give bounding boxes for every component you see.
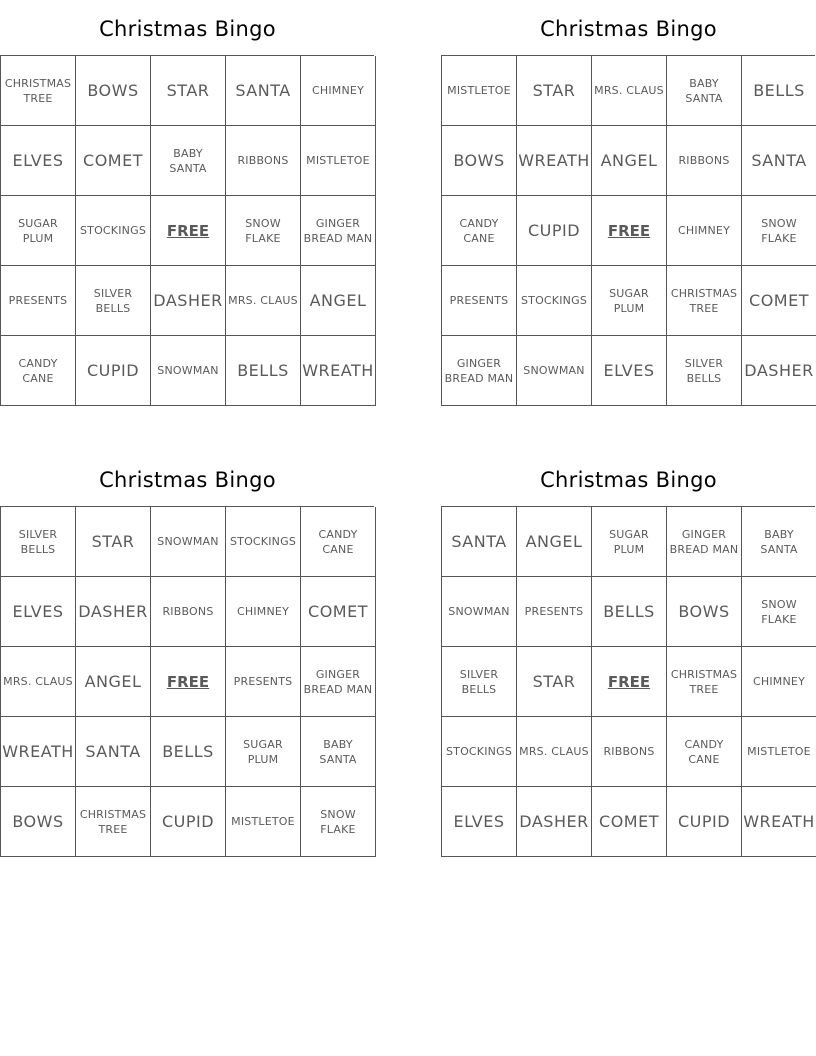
bingo-cell: ANGEL [76, 647, 151, 717]
bingo-cell: CHIMNEY [667, 196, 742, 266]
bingo-cell: CHRISTMAS TREE [76, 787, 151, 857]
bingo-cell: SUGAR PLUM [1, 196, 76, 266]
bingo-cell: ANGEL [592, 126, 667, 196]
bingo-cell: MRS. CLAUS [517, 717, 592, 787]
bingo-cell: PRESENTS [226, 647, 301, 717]
bingo-cell: WREATH [517, 126, 592, 196]
bingo-cell: SNOW FLAKE [742, 196, 816, 266]
bingo-cell: SUGAR PLUM [592, 266, 667, 336]
bingo-cell: BABY SANTA [301, 717, 376, 787]
bingo-cell: BOWS [442, 126, 517, 196]
bingo-cell: WREATH [742, 787, 816, 857]
bingo-cell: BELLS [226, 336, 301, 406]
bingo-cell: DASHER [76, 577, 151, 647]
bingo-cell: GINGER BREAD MAN [301, 647, 376, 717]
bingo-cell: SANTA [226, 56, 301, 126]
bingo-cell: SNOWMAN [442, 577, 517, 647]
bingo-cell: MRS. CLAUS [1, 647, 76, 717]
card-title: Christmas Bingo [540, 468, 717, 492]
bingo-cell: COMET [76, 126, 151, 196]
bingo-cell: CHIMNEY [742, 647, 816, 717]
bingo-cell: CANDY CANE [442, 196, 517, 266]
bingo-cell: SILVER BELLS [76, 266, 151, 336]
free-space: FREE [151, 647, 226, 717]
free-space: FREE [592, 647, 667, 717]
bingo-cell: WREATH [1, 717, 76, 787]
bingo-cell: DASHER [517, 787, 592, 857]
bingo-cell: BELLS [742, 56, 816, 126]
bingo-cell: BELLS [592, 577, 667, 647]
bingo-cell: SNOW FLAKE [226, 196, 301, 266]
bingo-cell: CUPID [76, 336, 151, 406]
bingo-cell: STAR [76, 507, 151, 577]
bingo-cell: STOCKINGS [76, 196, 151, 266]
bingo-cell: SANTA [742, 126, 816, 196]
bingo-grid [0, 506, 374, 857]
bingo-cell: CHIMNEY [301, 56, 376, 126]
bingo-card-2 [441, 0, 816, 406]
bingo-cell: CHRISTMAS TREE [1, 56, 76, 126]
bingo-cell: ELVES [1, 126, 76, 196]
bingo-grid [441, 506, 815, 857]
bingo-cell: ELVES [442, 787, 517, 857]
bingo-grid [441, 55, 815, 406]
bingo-cell: COMET [742, 266, 816, 336]
bingo-cell: SNOW FLAKE [301, 787, 376, 857]
bingo-cell: SILVER BELLS [667, 336, 742, 406]
bingo-cell: SUGAR PLUM [592, 507, 667, 577]
card-title: Christmas Bingo [540, 17, 717, 41]
bingo-cell: DASHER [742, 336, 816, 406]
bingo-cell: STOCKINGS [517, 266, 592, 336]
bingo-cell: CANDY CANE [301, 507, 376, 577]
bingo-cell: STAR [151, 56, 226, 126]
bingo-cell: SILVER BELLS [442, 647, 517, 717]
bingo-cell: STOCKINGS [442, 717, 517, 787]
bingo-cell: PRESENTS [1, 266, 76, 336]
bingo-cell: MISTLETOE [226, 787, 301, 857]
bingo-cell: ELVES [592, 336, 667, 406]
bingo-cell: RIBBONS [226, 126, 301, 196]
bingo-card-4 [441, 451, 816, 857]
bingo-cell: SANTA [442, 507, 517, 577]
bingo-cell: PRESENTS [442, 266, 517, 336]
bingo-cell: WREATH [301, 336, 376, 406]
bingo-cell: COMET [301, 577, 376, 647]
bingo-cell: BABY SANTA [151, 126, 226, 196]
bingo-cell: DASHER [151, 266, 226, 336]
bingo-cell: STOCKINGS [226, 507, 301, 577]
bingo-cell: BOWS [76, 56, 151, 126]
bingo-cell: CHRISTMAS TREE [667, 647, 742, 717]
bingo-cell: ANGEL [517, 507, 592, 577]
card-title: Christmas Bingo [99, 468, 276, 492]
bingo-cell: SUGAR PLUM [226, 717, 301, 787]
bingo-cell: SNOWMAN [151, 507, 226, 577]
bingo-cell: BABY SANTA [742, 507, 816, 577]
bingo-cell: BELLS [151, 717, 226, 787]
bingo-cell: BOWS [667, 577, 742, 647]
bingo-cell: ANGEL [301, 266, 376, 336]
bingo-cell: PRESENTS [517, 577, 592, 647]
card-title: Christmas Bingo [99, 17, 276, 41]
bingo-cell: GINGER BREAD MAN [301, 196, 376, 266]
bingo-cell: MRS. CLAUS [226, 266, 301, 336]
bingo-cell: ELVES [1, 577, 76, 647]
bingo-cell: SANTA [76, 717, 151, 787]
bingo-cell: BABY SANTA [667, 56, 742, 126]
bingo-cell: BOWS [1, 787, 76, 857]
bingo-cell: CUPID [667, 787, 742, 857]
bingo-cell: CUPID [151, 787, 226, 857]
bingo-card-3 [0, 451, 375, 857]
bingo-cell: CHIMNEY [226, 577, 301, 647]
bingo-grid [0, 55, 374, 406]
bingo-cell: RIBBONS [667, 126, 742, 196]
bingo-cell: MRS. CLAUS [592, 56, 667, 126]
bingo-cell: STAR [517, 56, 592, 126]
bingo-cell: STAR [517, 647, 592, 717]
bingo-cell: CANDY CANE [1, 336, 76, 406]
bingo-cell: SNOWMAN [151, 336, 226, 406]
bingo-card-1 [0, 0, 375, 406]
bingo-cell: GINGER BREAD MAN [442, 336, 517, 406]
bingo-cell: SILVER BELLS [1, 507, 76, 577]
bingo-cell: COMET [592, 787, 667, 857]
bingo-cell: CHRISTMAS TREE [667, 266, 742, 336]
bingo-cell: RIBBONS [592, 717, 667, 787]
bingo-cell: RIBBONS [151, 577, 226, 647]
bingo-cell: CUPID [517, 196, 592, 266]
bingo-cell: GINGER BREAD MAN [667, 507, 742, 577]
bingo-cell: MISTLETOE [301, 126, 376, 196]
free-space: FREE [151, 196, 226, 266]
bingo-cell: SNOWMAN [517, 336, 592, 406]
bingo-cell: CANDY CANE [667, 717, 742, 787]
bingo-cell: MISTLETOE [742, 717, 816, 787]
bingo-cell: SNOW FLAKE [742, 577, 816, 647]
bingo-cell: MISTLETOE [442, 56, 517, 126]
free-space: FREE [592, 196, 667, 266]
